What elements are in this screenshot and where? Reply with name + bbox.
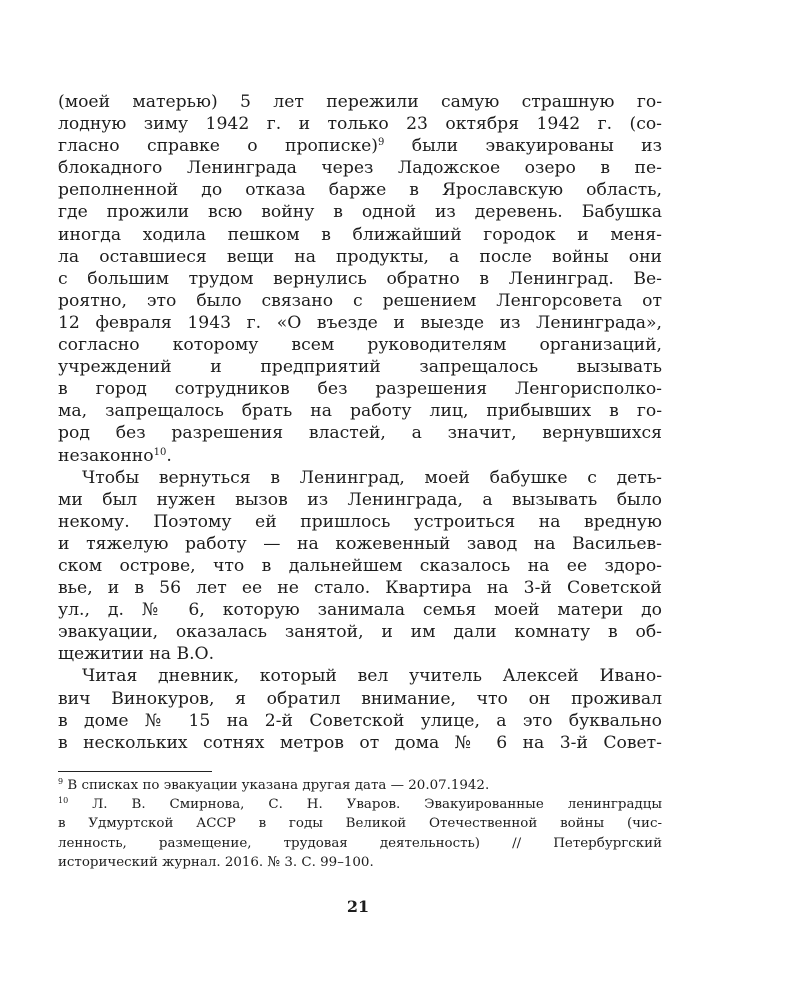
footnote-separator (58, 771, 212, 772)
text-line: в доме № 15 на 2-й Советской улице, а это буквально (58, 710, 662, 731)
text-line: 12 февраля 1943 г. «О въезде и выезде из Ленинграда», (58, 312, 662, 333)
footnote-marker: 9 (58, 777, 64, 786)
text-line: некому. Поэтому ей пришлось устроиться на вредную (58, 511, 662, 532)
text-line: вье, и в 56 лет ее не стало. Квартира на 3-й Советской (58, 578, 662, 599)
footnote-text: Л. В. Смирнова, С. Н. Уваров. Эвакуированные ленинградцы (92, 797, 662, 813)
text-fragment: незаконно (58, 445, 154, 466)
footnotes (58, 776, 662, 872)
footnote-9 (58, 776, 662, 795)
text-line: реполненной до отказа барже в Ярославскую область, (58, 180, 662, 201)
text-line: ма, запрещалось брать на работу лиц, прибывших в го- (58, 401, 662, 422)
text-line: где прожили всю войну в одной из деревень. Бабушка (58, 202, 662, 223)
text-line: (моей матерью) 5 лет пережили самую страшную го- (58, 92, 662, 112)
main-text (58, 91, 662, 754)
text-line: ла оставшиеся вещи на продукты, а после войны они (58, 246, 662, 267)
text-line: щежитии на В.О. (58, 644, 215, 665)
text-line: роятно, это было связано с решением Ленгорсовета от (58, 290, 662, 311)
text-fragment: . (166, 445, 172, 466)
text-line: вич Винокуров, я обратил внимание, что он проживал (58, 688, 662, 709)
footnote-ref-9: 9 (377, 137, 385, 149)
footnote-text: В списках по эвакуации указана другая дата — 20.07.1942. (67, 778, 490, 793)
text-line: блокадного Ленинграда через Ладожское озеро в пе- (58, 158, 662, 179)
text-line: согласно которому всем руководителям организаций, (58, 335, 662, 356)
text-line: эвакуации, оказалась занятой, и им дали комнату в об- (58, 622, 662, 643)
text-line: Чтобы вернуться в Ленинград, моей бабушке с деть- (82, 467, 662, 488)
footnote-line: в Удмуртской АССР в годы Великой Отечественной войны (чис- (58, 816, 662, 832)
footnote-ref-10: 10 (153, 446, 167, 458)
text-line: учреждений и предприятий запрещалось вызывать (58, 357, 662, 378)
footnote-marker: 10 (58, 796, 69, 806)
footnote-line: ленность, размещение, трудовая деятельность) // Петербургский (58, 835, 662, 851)
text-line: в нескольких сотнях метров от дома № 6 на 3-й Совет- (58, 732, 662, 753)
text-line: род без разрешения властей, а значит, вернувшихся (58, 423, 662, 444)
text-line: иногда ходила пешком в ближайший городок и меня- (58, 224, 662, 245)
page-number: 21 (346, 897, 370, 916)
text-line: ми был нужен вызов из Ленинграда, а вызывать было (58, 489, 662, 510)
text-fragment: гласно справке о прописке) (58, 136, 378, 157)
text-line: ул., д. № 6, которую занимала семья моей матери до (58, 600, 662, 621)
footnote-line: исторический журнал. 2016. № 3. С. 99–100. (58, 854, 374, 870)
text-line: Читая дневник, который вел учитель Алексей Ивано- (82, 666, 662, 687)
text-line: в город сотрудников без разрешения Ленгорисполко- (58, 379, 662, 400)
text-line: с большим трудом вернулись обратно в Ленинград. Ве- (58, 268, 662, 289)
text-line (58, 445, 662, 467)
text-line: и тяжелую работу — на кожевенный завод на Васильев- (58, 533, 662, 554)
footnote-10 (58, 795, 662, 814)
text-fragment: были эвакуированы из (411, 136, 662, 157)
text-line: лодную зиму 1942 г. и только 23 октября 1942 г. (со- (58, 114, 662, 135)
text-line: ском острове, что в дальнейшем сказалось на ее здоро- (58, 555, 662, 576)
text-line (58, 135, 662, 157)
